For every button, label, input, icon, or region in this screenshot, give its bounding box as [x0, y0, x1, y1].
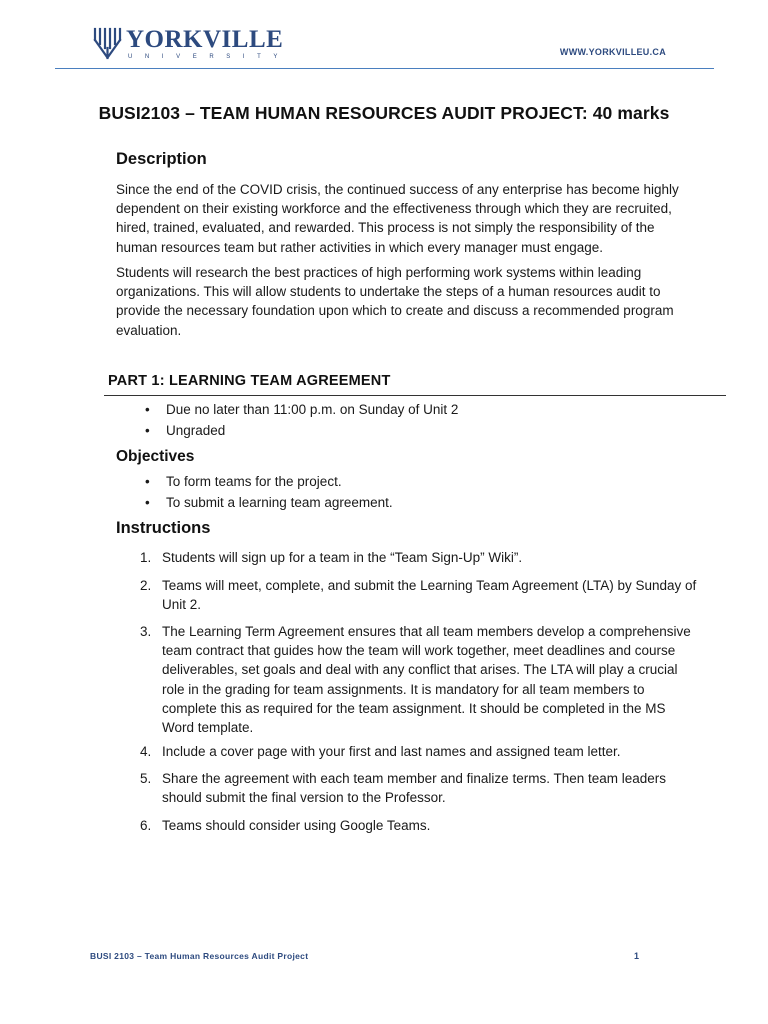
- step-text: Include a cover page with your first and last names and assigned team letter.: [162, 744, 621, 759]
- step-number: 3.: [140, 624, 152, 639]
- list-item: • To form teams for the project.: [142, 472, 393, 493]
- logo-name: YORKVILLE: [126, 25, 284, 53]
- list-item: [140, 622, 700, 737]
- step-text: Teams will meet, complete, and submit the Learning Team Agreement (LTA) by Sunday of Unit 2.: [162, 578, 697, 613]
- logo-subtitle: UNIVERSITY: [128, 53, 291, 60]
- description-heading: Description: [116, 150, 207, 168]
- step-text: Teams should consider using Google Teams.: [162, 818, 431, 833]
- step-number: 1.: [140, 550, 152, 565]
- objectives-heading: Objectives: [116, 448, 195, 465]
- list-item: • Ungraded: [142, 421, 458, 442]
- list-item: [140, 742, 700, 761]
- page-number: 1: [634, 951, 640, 961]
- part1-divider: [104, 395, 726, 396]
- footer-course-title: BUSI 2103 – Team Human Resources Audit Project: [90, 951, 309, 961]
- part1-heading: PART 1: LEARNING TEAM AGREEMENT: [108, 373, 391, 389]
- list-item: • Due no later than 11:00 p.m. on Sunday of Unit 2: [142, 400, 458, 421]
- step-number: 4.: [140, 744, 152, 759]
- yorkville-logo: [92, 26, 290, 60]
- step-text: The Learning Term Agreement ensures that all team members develop a comprehensive team contract that guides how the team will work together, meet deadlines and course deliverables, set goals and deal with any conflict that arises. The LTA will play a crucial role in the grading for team assignments. It is mandatory for all team members to complete this as required for the team assignment. It should be completed in the MS Word template.: [162, 624, 691, 736]
- header-divider: [55, 68, 714, 69]
- document-title: BUSI2103 – TEAM HUMAN RESOURCES AUDIT PROJECT: 40 marks: [98, 103, 670, 123]
- website-link[interactable]: WWW.YORKVILLEU.CA: [559, 47, 666, 57]
- step-number: 2.: [140, 578, 152, 593]
- list-item: [140, 816, 700, 835]
- objectives-list: [142, 472, 393, 514]
- instructions-heading: Instructions: [116, 519, 211, 537]
- yorkville-shield-icon: [92, 26, 122, 60]
- description-paragraph-2: Students will research the best practices of high performing work systems within leading organizations. This will allow students to undertake the steps of a human resources audit to provide the necessary foundation upon which to create and discuss a recommended program evaluation.: [116, 265, 674, 338]
- list-item: • To submit a learning team agreement.: [142, 493, 393, 514]
- part1-details-list: [142, 400, 458, 442]
- list-item: [140, 769, 700, 807]
- step-text: Share the agreement with each team member and finalize terms. Then team leaders should submit the final version to the Professor.: [162, 771, 667, 806]
- step-text: Students will sign up for a team in the “Team Sign-Up” Wiki”.: [162, 550, 523, 565]
- step-number: 6.: [140, 818, 152, 833]
- list-item: [140, 576, 700, 614]
- step-number: 5.: [140, 771, 152, 786]
- description-paragraph-1: Since the end of the COVID crisis, the continued success of any enterprise has become highly dependent on their existing workforce and the effectiveness through which they are recruited, hired, trained, evaluated, and rewarded. This process is not simply the responsibility of the human resources team but rather activities in which every manager must engage.: [116, 182, 679, 255]
- list-item: [140, 548, 700, 567]
